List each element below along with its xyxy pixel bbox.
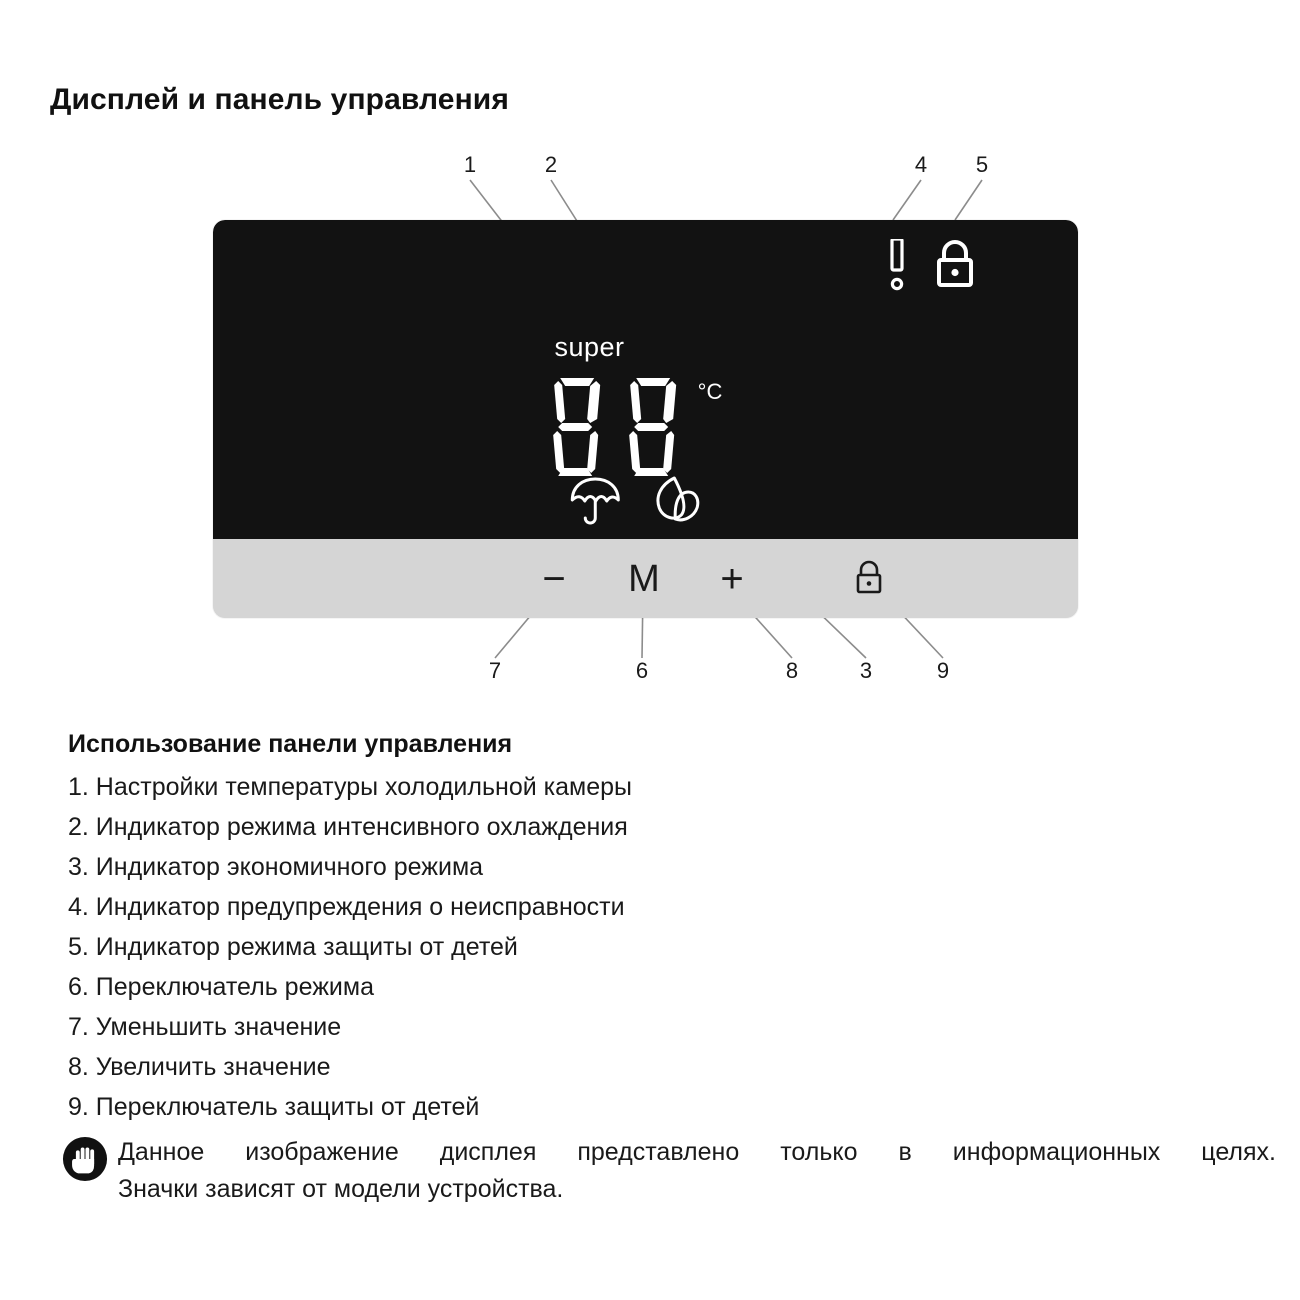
super-mode-label: super [554,332,625,362]
list-item: 7. Уменьшить значение [68,1013,342,1041]
child-lock-indicator-icon [932,238,978,292]
page-title: Дисплей и панель управления [50,83,509,116]
list-item: 5. Индикатор режима защиты от детей [68,933,518,961]
callout-2: 2 [544,152,558,177]
callout-7: 7 [488,658,502,683]
callout-6: 6 [635,658,649,683]
control-panel-diagram [0,140,1300,700]
callout-3: 3 [859,658,873,683]
note-line-1: Данное изображение дисплея представлено только в информационных целях. [118,1138,1276,1166]
mode-button[interactable]: M [628,557,660,600]
seven-segment-digit [624,375,682,479]
list-item: 9. Переключатель защиты от детей [68,1093,480,1121]
keypad-strip [213,539,1078,618]
list-item: 2. Индикатор режима интенсивного охлаждения [68,813,628,841]
usage-list [68,767,1268,1127]
mode-icon-group [568,475,702,527]
temperature-unit-label: °C [697,379,723,404]
list-item: 6. Переключатель режима [68,973,374,1001]
list-item: 8. Увеличить значение [68,1053,331,1081]
callout-1: 1 [463,152,477,177]
status-icon-group [886,238,978,292]
callout-9: 9 [936,658,950,683]
usage-section [68,730,1268,1127]
usage-title: Использование панели управления [68,730,513,758]
warning-icon [886,239,908,291]
seven-segment-digits [548,375,682,479]
seven-segment-digit [548,375,606,479]
decrease-button[interactable]: − [542,556,566,601]
padlock-icon [852,559,886,599]
list-item: 4. Индикатор предупреждения о неисправности [68,893,625,921]
callout-8: 8 [785,658,799,683]
temperature-readout [548,375,723,479]
note-text [118,1134,1276,1208]
note-line-2: Значки зависят от модели устройства. [118,1175,564,1203]
callout-5: 5 [975,152,989,177]
note-block [62,1134,1277,1208]
eco-leaf-icon [650,475,702,527]
list-item: 1. Настройки температуры холодильной камеры [68,773,632,801]
callout-4: 4 [914,152,928,177]
increase-button[interactable]: + [720,556,744,601]
key-row [213,539,1078,618]
list-item: 3. Индикатор экономичного режима [68,853,484,881]
stop-hand-icon [62,1136,108,1182]
display-screen [213,220,1078,539]
umbrella-icon [568,476,622,526]
child-lock-button[interactable] [839,549,899,609]
appliance-control-panel [213,220,1078,618]
